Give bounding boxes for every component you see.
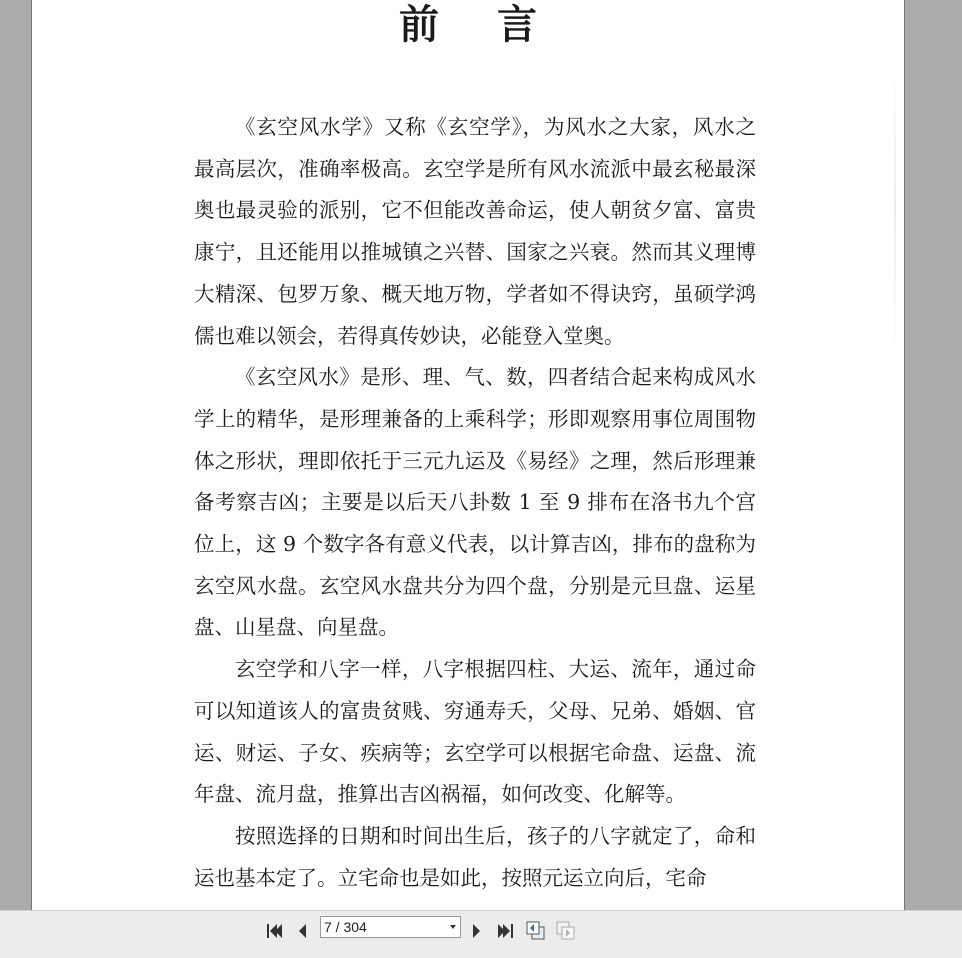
- paragraph: 《玄空风水》是形、理、气、数，四者结合起来构成风水学上的精华，是形理兼备的上乘科学；形即观察用事位周围物体之形状，理即依托于三元九运及《易经》之理，然后形理兼备考察吉凶；主要是以后天八卦数 1 至 9 排布在洛书九个宫位上，这 9 个数字各有意义代表，以计算吉凶，排布的盘称为玄空风水盘。玄空风水盘共分为四个盘，分别是元旦盘、运星盘、山星盘、向星盘。: [194, 365, 756, 640]
- document-page: [31, 0, 905, 910]
- previous-view-button[interactable]: [524, 920, 548, 942]
- next-page-icon: [470, 922, 484, 940]
- next-view-icon: [555, 920, 577, 942]
- paragraph: 《玄空风水学》又称《玄空学》，为风水之大家，风水之最高层次，准确率极高。玄空学是所有风水流派中最玄秘最深奥也最灵验的派别，它不但能改善命运，使人朝贫夕富、富贵康宁，且还能用以推城镇之兴替、国家之兴衰。然而其义理博大精深、包罗万象、概天地万物，学者如不得诀窍，虽硕学鸿儒也难以领会，若得真传妙诀，必能登入堂奥。: [194, 115, 756, 348]
- last-page-button[interactable]: [494, 920, 518, 942]
- page-body: [194, 107, 756, 899]
- previous-view-icon: [525, 920, 547, 942]
- paragraph: 按照选择的日期和时间出生后，孩子的八字就定了，命和运也基本定了。立宅命也是如此，按照元运立向后，宅命: [194, 823, 756, 890]
- navigation-toolbar: [0, 910, 962, 958]
- scan-shadow: [894, 60, 896, 360]
- next-page-button[interactable]: [465, 920, 489, 942]
- page-number-select[interactable]: [320, 916, 461, 938]
- first-page-button[interactable]: [262, 920, 286, 942]
- paragraph: 玄空学和八字一样，八字根据四柱、大运、流年，通过命可以知道该人的富贵贫贱、穷通寿夭，父母、兄弟、婚姻、官运、财运、子女、疾病等；玄空学可以根据宅命盘、运盘、流年盘、流月盘，推算出吉凶祸福，如何改变、化解等。: [194, 657, 756, 807]
- chevron-down-icon: [450, 925, 456, 929]
- first-page-icon: [264, 922, 284, 940]
- previous-page-button[interactable]: [290, 920, 314, 942]
- next-view-button[interactable]: [554, 920, 578, 942]
- page-indicator: 7 / 304: [324, 919, 367, 935]
- previous-page-icon: [295, 922, 309, 940]
- last-page-icon: [496, 922, 516, 940]
- page-title: 前 言: [399, 1, 559, 48]
